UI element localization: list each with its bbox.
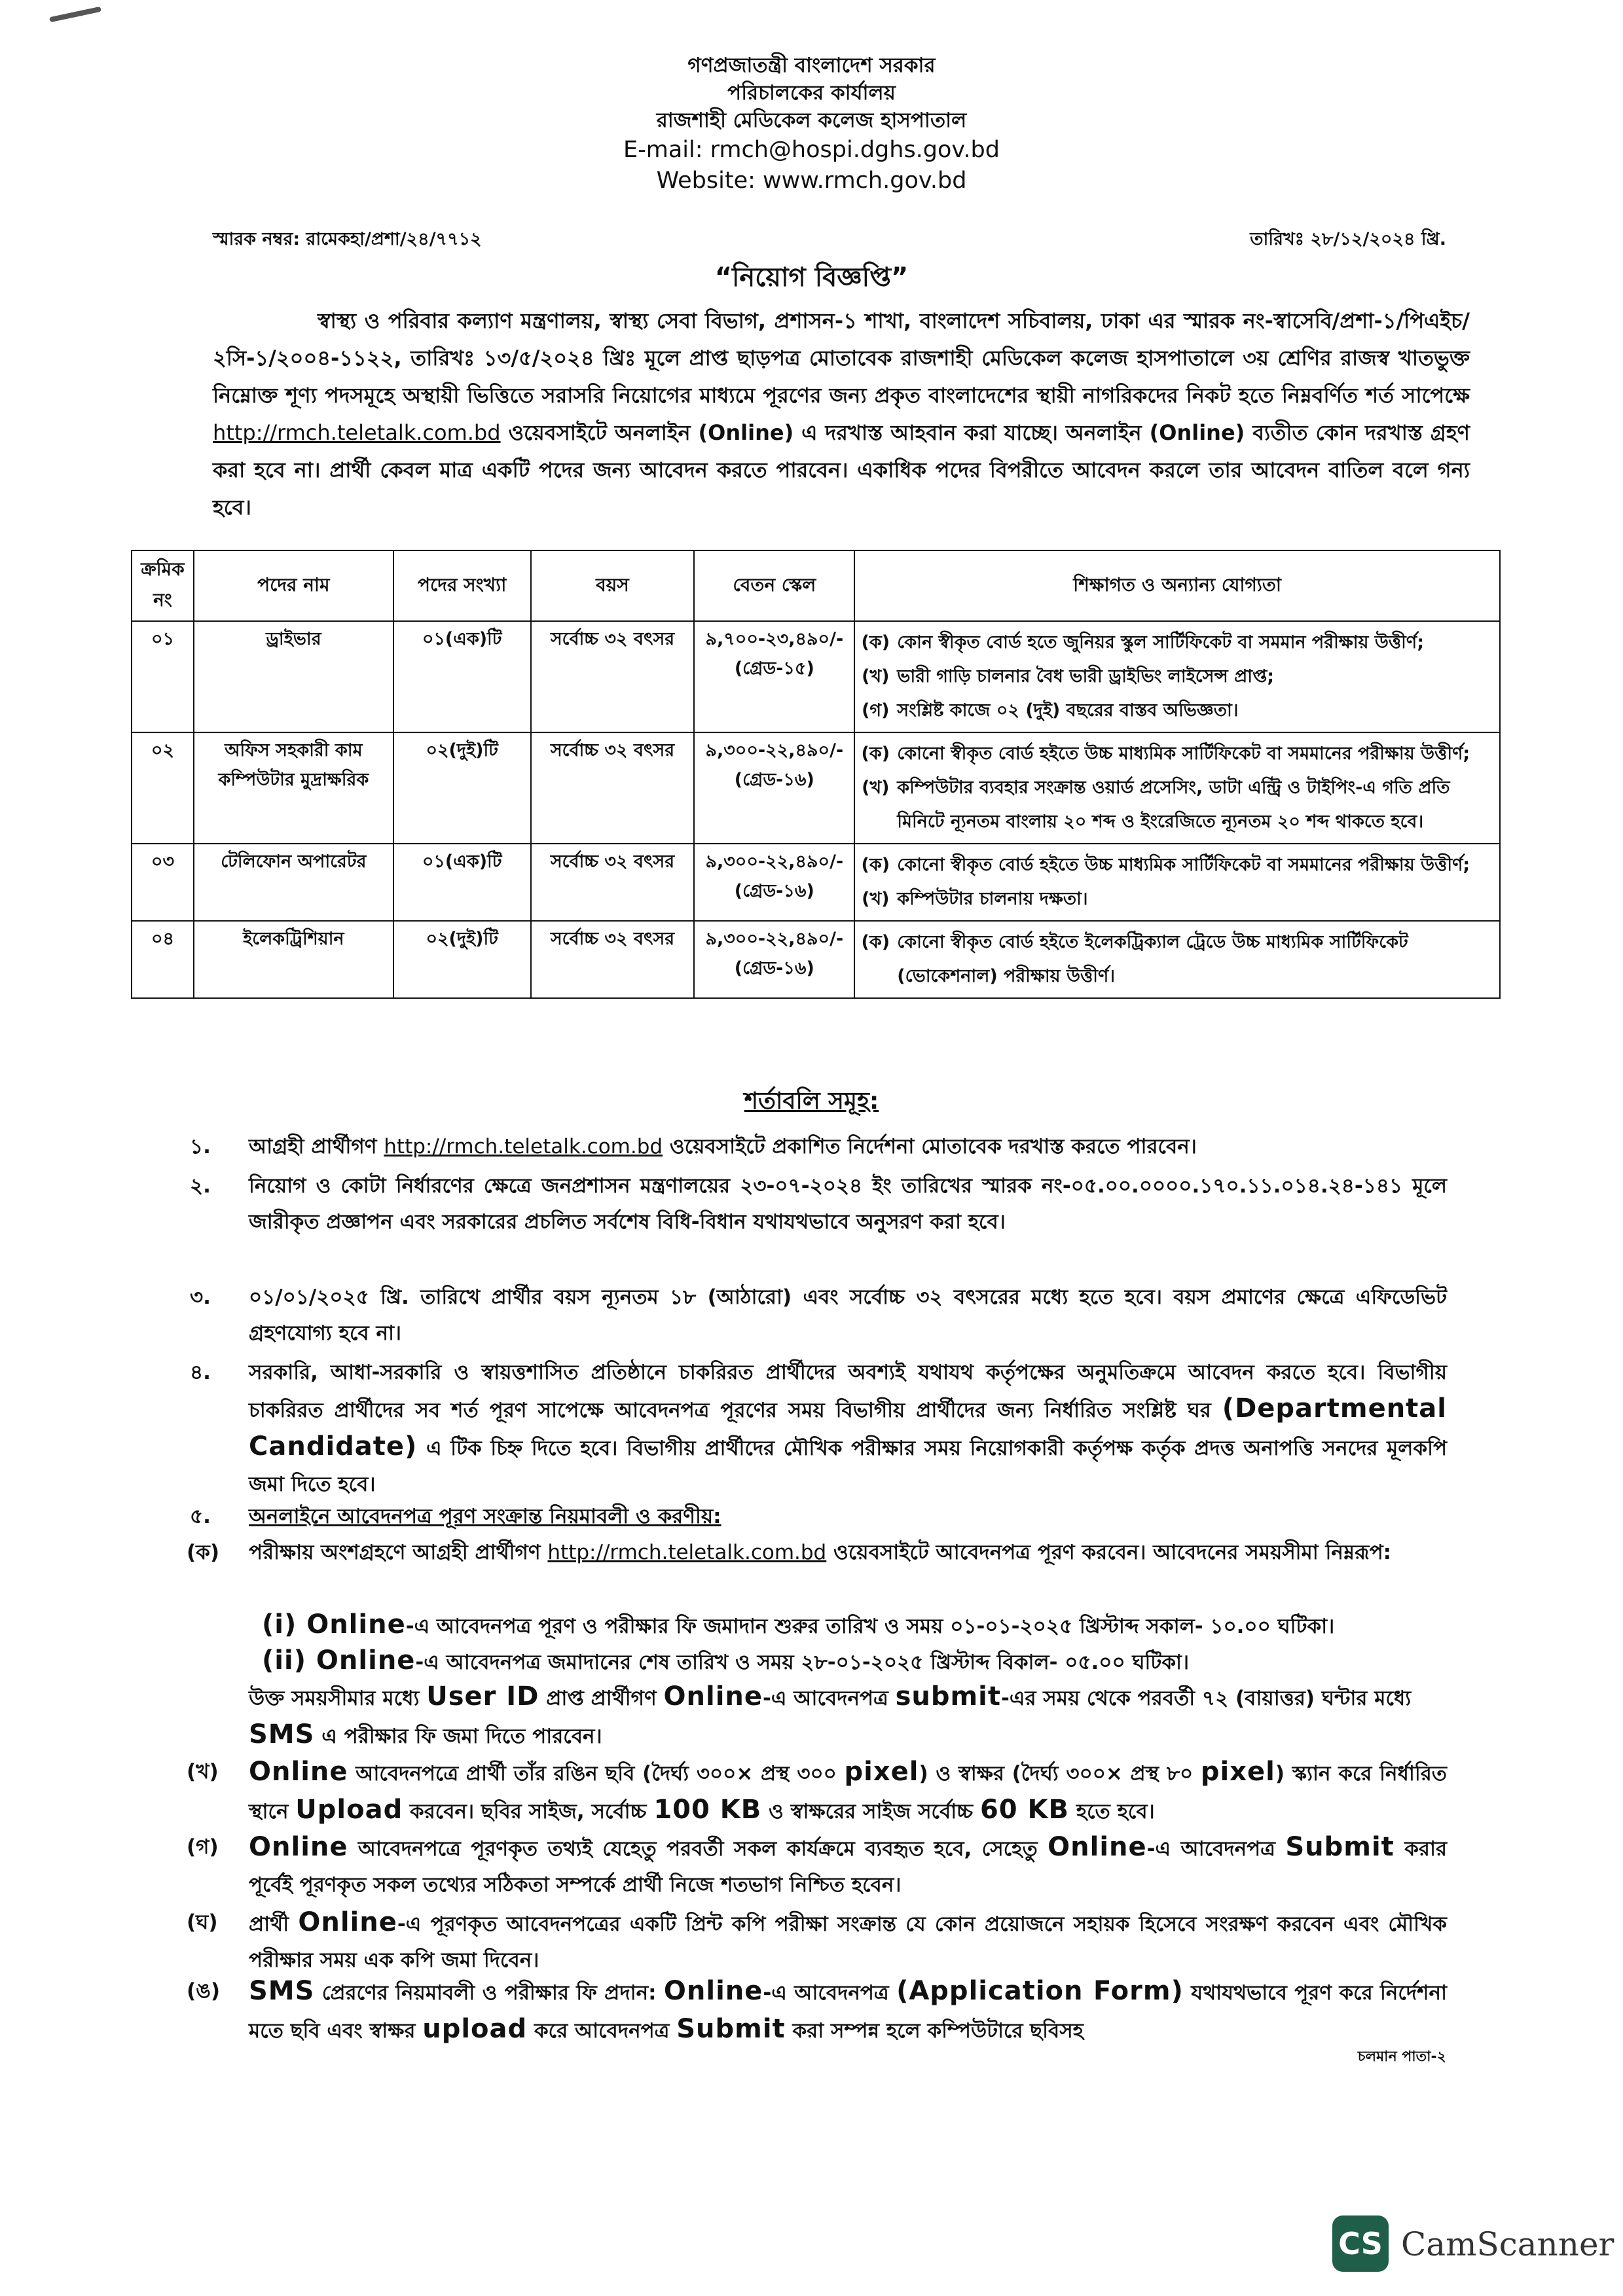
sub-text: pixel bbox=[844, 1757, 919, 1787]
sub-text: -এ পূরণকৃত আবেদনপত্রের একটি প্রিন্ট কপি পরীক্ষা সংক্রান্ত যে কোন প্রয়োজনে সহায়ক হিসেবে সংরক্ষণ করবেন এবং মৌখিক পরীক্ষার সময় এক কপি জমা দিবেন। bbox=[249, 1912, 1447, 1972]
condition-text: সরকারি, আধা-সরকারি ও স্বায়ত্তশাসিত প্রতিষ্ঠানে চাকরিরত প্রার্থীদের অবশ্যই যথাযথ কর্তৃপক্ষের অনুমতিক্রমে আবেদন করতে হবে। বিভাগীয় চাকরিরত প্রার্থীদের সব শর্ত পূরণ সাপেক্ষে আবেদনপত্র পূরণের সময় বিভাগীয় প্রার্থীদের জন্য নির্ধারিত সংশ্লিষ্ট ঘর bbox=[249, 1361, 1447, 1422]
table-row bbox=[132, 621, 1500, 732]
sub-text: upload bbox=[422, 2014, 528, 2044]
note-text: submit bbox=[895, 1681, 1002, 1712]
qual-mark: (ক) bbox=[861, 932, 890, 952]
sub-text: করে আবেদনপত্র bbox=[534, 2019, 670, 2043]
row-qualification bbox=[854, 844, 1500, 921]
qual-mark: (ক) bbox=[861, 744, 890, 764]
sub-condition-ka bbox=[187, 1535, 1447, 1571]
qual-text: কোন স্বীকৃত বোর্ড হতে জুনিয়র স্কুল সার্টিফিকেট বা সমমান পরীক্ষায় উত্তীর্ণ; bbox=[897, 632, 1425, 653]
condition-text: ০১/০১/২০২৫ খ্রি. তারিখে প্রার্থীর বয়স ন্যূনতম ১৮ (আঠারো) এবং সর্বোচ্চ ৩২ বৎসরের মধ্যে হতে হবে। বয়স প্রমাণের ক্ষেত্রে এফিডেভিট গ্রহণযোগ্য হবে না। bbox=[249, 1285, 1447, 1345]
row-serial: ০৪ bbox=[132, 921, 194, 998]
sub-link[interactable]: http://rmch.teletalk.com.bd bbox=[547, 1541, 827, 1564]
qual-mark: (ক) bbox=[861, 632, 890, 653]
qual-text: কম্পিউটার ব্যবহার সংক্রান্ত ওয়ার্ড প্রসেসিং, ডাটা এন্ট্রি ও টাইপিং-এ গতি প্রতি মিনিটে ন্যূনতম বাংলায় ২০ শব্দ ও ইংরেজিতে ন্যূনতম ২০ শব্দ থাকতে হবে। bbox=[897, 778, 1450, 832]
row-serial: ০৩ bbox=[132, 844, 194, 921]
condition-number: ৩. bbox=[190, 1285, 211, 1309]
condition-number: ৫. bbox=[190, 1505, 211, 1528]
timeline-text: -এ আবেদনপত্র পূরণ ও পরীক্ষার ফি জমাদান শুরুর তারিখ ও সময় ০১-০১-২০২৫ খ্রিস্টাব্দ সকাল- ১০.০০ ঘটিকা। bbox=[405, 1615, 1335, 1638]
row-post: ড্রাইভার bbox=[194, 621, 393, 732]
camscanner-logo-icon: CS bbox=[1332, 2215, 1389, 2272]
note-text: এ পরীক্ষার ফি জমা দিতে পারবেন। bbox=[321, 1725, 602, 1748]
sub-text: করা সম্পন্ন হলে কম্পিউটারে ছবিসহ bbox=[792, 2019, 1084, 2043]
sub-text: করার পূর্বেই পূরণকৃত সকল তথ্যের সঠিকতা সম্পর্কে প্রার্থী নিজে শতভাগ নিশ্চিত হবেন। bbox=[249, 1837, 1448, 1897]
sub-text: Upload bbox=[295, 1795, 403, 1825]
condition-1 bbox=[190, 1129, 1447, 1165]
table-row bbox=[132, 732, 1500, 844]
condition-number: ১. bbox=[190, 1135, 211, 1158]
sub-text: ওয়েবসাইটে আবেদনপত্র পূরণ করবেন। আবেদনের সময়সীমা নিম্নরূপ: bbox=[833, 1541, 1392, 1564]
row-age: সর্বোচ্চ ৩২ বৎসর bbox=[531, 732, 695, 844]
departmental-candidate-label: (Departmental Candidate) bbox=[249, 1393, 1447, 1462]
sub-text: Online bbox=[298, 1907, 397, 1937]
continued-note: চলমান পাতা-২ bbox=[1357, 2049, 1446, 2065]
sub-text: হতে হবে। bbox=[1076, 1800, 1155, 1823]
sub-text: Online bbox=[1048, 1832, 1147, 1862]
issue-date: তারিখঃ ২৮/১২/২০২৪ খ্রি. bbox=[1250, 229, 1446, 249]
sub-text: ) ও স্বাক্ষর (দৈর্ঘ্য ৩০০× প্রস্থ ৮০ bbox=[919, 1762, 1194, 1785]
condition-number: ২. bbox=[190, 1174, 211, 1198]
government-name: গণপ্রজাতন্ত্রী বাংলাদেশ সরকার bbox=[687, 54, 936, 77]
intro-text-1: স্বাস্থ্য ও পরিবার কল্যাণ মন্ত্রণালয়, স্বাস্থ্য সেবা বিভাগ, প্রশাসন-১ শাখা, বাংলাদেশ সচিবালয়, ঢাকা এর স্মারক নং-স্বাসেবি/প্রশা-১/পিএইচ/২সি-১/২০০৪-১১২২, তারিখঃ ১৩/৫/২০২৪ খ্রিঃ মূলে প্রাপ্ত ছাড়পত্র মোতাবেক রাজশাহী মেডিকেল কলেজ হাসপাতালে ৩য় শ্রেণির রাজস্ব খাতভুক্ত নিম্নোক্ত শূণ্য পদসমূহে অস্থায়ী ভিত্তিতে সরাসরি নিয়োগের মাধ্যমে পূরণের জন্য প্রকৃত বাংলাদেশের স্থায়ী নাগরিকদের নিকট হতে নিম্নবর্ণিত শর্ত সাপেক্ষে bbox=[213, 308, 1470, 408]
pay-scale: ৯,৭০০-২৩,৪৯০/- bbox=[705, 629, 844, 649]
camscanner-watermark: CamScanner bbox=[1401, 2225, 1614, 2263]
condition-text: আগ্রহী প্রার্থীগণ bbox=[249, 1135, 377, 1158]
sub-text: Submit bbox=[676, 2014, 786, 2044]
row-count: ০২(দুই)টি bbox=[393, 732, 531, 844]
row-age: সর্বোচ্চ ৩২ বৎসর bbox=[531, 844, 695, 921]
table-header-row bbox=[132, 550, 1500, 621]
row-pay bbox=[694, 921, 854, 998]
note-text: Online bbox=[663, 1681, 763, 1712]
row-post: ইলেকট্রিশিয়ান bbox=[194, 921, 393, 998]
qual-mark: (খ) bbox=[862, 778, 890, 798]
timeline-label: (i) Online bbox=[262, 1609, 406, 1640]
sub-text: পরীক্ষায় অংশগ্রহণে আগ্রহী প্রার্থীগণ bbox=[249, 1541, 541, 1564]
sub-mark: (ক) bbox=[187, 1541, 220, 1564]
qual-text: কোনো স্বীকৃত বোর্ড হইতে ইলেকট্রিক্যাল ট্রেডে উচ্চ মাধ্যমিক সার্টিফিকেট (ভোকেশনাল) পরীক্ষায় উত্তীর্ণ। bbox=[897, 932, 1408, 986]
pay-grade: (গ্রেড-১৬) bbox=[734, 958, 814, 978]
pen-mark bbox=[49, 7, 101, 22]
row-serial: ০১ bbox=[132, 621, 194, 732]
condition-link[interactable]: http://rmch.teletalk.com.bd bbox=[384, 1135, 663, 1158]
sub-text: ও স্বাক্ষরের সাইজ সর্বোচ্চ bbox=[769, 1800, 974, 1823]
row-post: টেলিফোন অপারেটর bbox=[194, 844, 393, 921]
row-qualification bbox=[854, 621, 1500, 732]
row-post: অফিস সহকারী কাম কম্পিউটার মুদ্রাক্ষরিক bbox=[194, 732, 393, 844]
sub-text: SMS bbox=[249, 1976, 315, 2006]
row-pay bbox=[694, 621, 854, 732]
sub-text: ) স্ক্যান করে নির্ধারিত স্থানে bbox=[249, 1762, 1448, 1823]
sub-text: Submit bbox=[1285, 1832, 1395, 1862]
condition-3 bbox=[190, 1280, 1447, 1352]
pay-grade: (গ্রেড-১৬) bbox=[734, 770, 814, 790]
sub-condition-ka-ii bbox=[262, 1643, 1453, 1681]
qual-mark: (খ) bbox=[862, 666, 890, 687]
notice-title: “নিয়োগ বিজ্ঞপ্তি” bbox=[714, 262, 909, 293]
sub-text: -এ আবেদনপত্র bbox=[763, 1981, 889, 2005]
qual-text: কোনো স্বীকৃত বোর্ড হইতে উচ্চ মাধ্যমিক সার্টিফিকেট বা সমমানের পরীক্ষায় উত্তীর্ণ; bbox=[897, 744, 1470, 764]
sub-text: যথাযথভাবে পূরণ করে নির্দেশনা মতে ছবি এবং স্বাক্ষর bbox=[249, 1981, 1447, 2043]
qual-mark: (ক) bbox=[861, 855, 890, 875]
table-row bbox=[132, 921, 1500, 998]
row-age: সর্বোচ্চ ৩২ বৎসর bbox=[531, 921, 695, 998]
qual-text: সংশ্লিষ্ট কাজে ০২ (দুই) বছরের বাস্তব অভিজ্ঞতা। bbox=[897, 700, 1239, 721]
sub-text: -এ আবেদনপত্র bbox=[1146, 1837, 1275, 1861]
condition-number: ৪. bbox=[190, 1361, 211, 1384]
sub-mark: (ঘ) bbox=[187, 1910, 218, 1934]
pay-grade: (গ্রেড-১৫) bbox=[734, 658, 814, 679]
condition-5 bbox=[190, 1499, 1447, 1535]
row-age: সর্বোচ্চ ৩২ বৎসর bbox=[531, 621, 695, 732]
sub-condition-gha bbox=[187, 1905, 1447, 1979]
sub-mark: (গ) bbox=[187, 1835, 219, 1859]
sub-text: প্রেরণের নিয়মাবলী ও পরীক্ষার ফি প্রদান: bbox=[321, 1981, 657, 2005]
pay-scale: ৯,৩০০-২২,৪৯০/- bbox=[705, 852, 844, 872]
col-age: বয়স bbox=[531, 550, 695, 621]
conditions-title: শর্তাবলি সমূহ: bbox=[744, 1088, 879, 1115]
table-row bbox=[132, 844, 1500, 921]
row-qualification bbox=[854, 921, 1500, 998]
timeline-label: (ii) Online bbox=[262, 1645, 416, 1676]
note-text: উক্ত সময়সীমার মধ্যে bbox=[249, 1687, 420, 1710]
col-serial: ক্রমিক নং bbox=[132, 550, 194, 621]
note-text: প্রাপ্ত প্রার্থীগণ bbox=[546, 1687, 657, 1710]
office-name: পরিচালকের কার্যালয় bbox=[727, 81, 896, 105]
qual-text: কম্পিউটার চালনায় দক্ষতা। bbox=[897, 889, 1088, 909]
sub-mark: (ঙ) bbox=[187, 1979, 221, 2003]
row-qualification bbox=[854, 732, 1500, 844]
hospital-name: রাজশাহী মেডিকেল কলেজ হাসপাতাল bbox=[656, 108, 967, 132]
row-count: ০২(দুই)টি bbox=[393, 921, 531, 998]
note-text: -এর সময় থেকে পরবর্তী ৭২ (বায়াত্তর) ঘন্টার মধ্যে bbox=[1001, 1687, 1412, 1710]
letterhead bbox=[0, 52, 1623, 196]
condition-text: নিয়োগ ও কোটা নির্ধারণের ক্ষেত্রে জনপ্রশাসন মন্ত্রণালয়ের ২৩-০৭-২০২৪ ইং তারিখের স্মারক নং-০৫.০০.০০০০.১৭০.১১.০১৪.২৪-১৪১ মূলে জারীকৃত প্রজ্ঞাপন এবং সরকারের প্রচলিত সর্বশেষ বিধি-বিধান যথাযথভাবে অনুসরণ করা হবে। bbox=[249, 1174, 1447, 1234]
memo-number: স্মারক নম্বর: রামেকহা/প্রশা/২৪/৭৭১২ bbox=[213, 229, 482, 249]
sub-text: pixel bbox=[1200, 1757, 1275, 1787]
sub-text: আবেদনপত্রে পূরণকৃত তথ্যই যেহেতু পরবর্তী সকল কার্যক্রমে ব্যবহৃত হবে, সেহেতু bbox=[357, 1837, 1038, 1861]
email-line: E-mail: rmch@hospi.dghs.gov.bd bbox=[623, 136, 1000, 163]
intro-paragraph bbox=[213, 302, 1470, 526]
qual-mark: (খ) bbox=[862, 889, 890, 909]
sub-text: Online bbox=[663, 1976, 763, 2006]
row-pay bbox=[694, 844, 854, 921]
condition-text: এ টিক চিহ্ন দিতে হবে। বিভাগীয় প্রার্থীদের মৌখিক পরীক্ষার সময় নিয়োগকারী কর্তৃপক্ষ কর্তৃক প্রদত্ত অনাপত্তি সনদের মূলকপি জমা দিতে হবে। bbox=[249, 1437, 1447, 1496]
condition-heading: অনলাইনে আবেদনপত্র পূরণ সংক্রান্ত নিয়মাবলী ও করণীয়: bbox=[249, 1505, 721, 1528]
sub-mark: (খ) bbox=[187, 1760, 219, 1784]
sub-condition-ka-note bbox=[249, 1679, 1453, 1755]
col-post: পদের নাম bbox=[194, 550, 393, 621]
intro-link[interactable]: http://rmch.teletalk.com.bd bbox=[213, 420, 501, 445]
note-text: User ID bbox=[426, 1681, 539, 1712]
sub-text: প্রার্থী bbox=[249, 1912, 289, 1936]
sub-text: 60 KB bbox=[979, 1795, 1070, 1825]
pay-scale: ৯,৩০০-২২,৪৯০/- bbox=[705, 929, 844, 949]
posts-table bbox=[131, 550, 1501, 999]
sub-text: (Application Form) bbox=[896, 1976, 1184, 2006]
col-qualification: শিক্ষাগত ও অন্যান্য যোগ্যতা bbox=[854, 550, 1500, 621]
sub-condition-ka-i bbox=[262, 1607, 1453, 1645]
sub-text: 100 KB bbox=[653, 1795, 762, 1825]
condition-2 bbox=[190, 1168, 1447, 1240]
row-count: ০১(এক)টি bbox=[393, 844, 531, 921]
qual-text: কোনো স্বীকৃত বোর্ড হইতে উচ্চ মাধ্যমিক সার্টিফিকেট বা সমমানের পরীক্ষায় উত্তীর্ণ; bbox=[897, 855, 1470, 875]
condition-text: ওয়েবসাইটে প্রকাশিত নির্দেশনা মোতাবেক দরখাস্ত করতে পারবেন। bbox=[669, 1135, 1197, 1158]
website-line: Website: www.rmch.gov.bd bbox=[656, 167, 967, 194]
note-text: -এ আবেদনপত্র bbox=[763, 1687, 888, 1710]
qual-mark: (গ) bbox=[862, 700, 890, 721]
row-pay bbox=[694, 732, 854, 844]
sub-text: Online bbox=[249, 1757, 348, 1787]
sub-condition-kha bbox=[187, 1754, 1448, 1830]
note-text: SMS bbox=[249, 1719, 315, 1749]
row-count: ০১(এক)টি bbox=[393, 621, 531, 732]
sub-condition-ga bbox=[187, 1829, 1448, 1903]
col-pay: বেতন স্কেল bbox=[694, 550, 854, 621]
intro-text-2: ওয়েবসাইটে অনলাইন (Online) এ দরখাস্ত আহবান করা যাচ্ছে। অনলাইন (Online) ব্যতীত কোন দরখাস্ত গ্রহণ করা হবে না। প্রার্থী কেবল মাত্র একটি পদের জন্য আবেদন করতে পারবেন। একাধিক পদের বিপরীতে আবেদন করলে তার আবেদন বাতিল বলে গন্য হবে। bbox=[213, 420, 1470, 520]
timeline-text: -এ আবেদনপত্র জমাদানের শেষ তারিখ ও সময় ২৮-০১-২০২৫ খ্রিস্টাব্দ বিকাল- ০৫.০০ ঘটিকা। bbox=[415, 1651, 1190, 1674]
sub-condition-umo bbox=[187, 1973, 1447, 2049]
sub-text: Online bbox=[249, 1832, 348, 1862]
col-count: পদের সংখ্যা bbox=[393, 550, 531, 621]
pay-scale: ৯,৩০০-২২,৪৯০/- bbox=[705, 740, 844, 761]
pay-grade: (গ্রেড-১৬) bbox=[734, 881, 814, 901]
sub-text: করবেন। ছবির সাইজ, সর্বোচ্চ bbox=[410, 1800, 647, 1823]
sub-text: আবেদনপত্রে প্রার্থী তাঁর রঙিন ছবি (দৈর্ঘ্য ৩০০× প্রস্থ ৩০০ bbox=[356, 1762, 837, 1785]
qual-text: ভারী গাড়ি চালনার বৈধ ভারী ড্রাইভিং লাইসেন্স প্রাপ্ত; bbox=[897, 666, 1275, 687]
row-serial: ০২ bbox=[132, 732, 194, 844]
condition-4 bbox=[190, 1355, 1447, 1503]
